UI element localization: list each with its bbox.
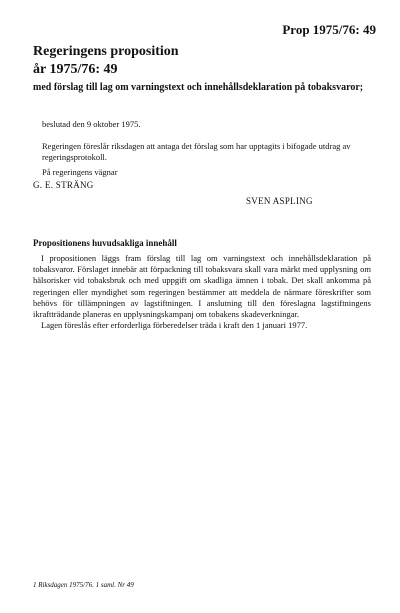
proposition-number: Prop 1975/76: 49 (282, 22, 376, 37)
proposal-text: Regeringen föreslår riksdagen att antaga det förslag som har upptagits i bifogade utdrag av regeringsprotokoll. (42, 141, 351, 162)
on-behalf-text: På regeringens vägnar (42, 167, 118, 177)
section-body (33, 253, 371, 331)
signatory-aspling: SVEN ASPLING (246, 196, 313, 206)
document-title: Regeringens proposition (33, 44, 179, 59)
body-paragraph-1: I propositionen läggs fram förslag till lag om varningstext och innehållsdeklaration på tobaksvaror. Förslaget innebär att förpackning till tobaksvara skall vara märkt med upplysning om hälsorisker vid tobaksbruk och med uppgift om skadliga ämnen i tobak. Det skall ankomma på regeringen eller myndighet som regeringen bestämmer att meddela de närmare föreskrifter som behövs för tillämpningen av lagstiftningen. I anslutning till den föreslagna lagstiftningens ikraftträdande planeras en upplysningskampanj om tobakens skadeverkningar. (33, 253, 371, 320)
signatory-strang: G. E. STRÄNG (33, 180, 94, 190)
body-paragraph-2: Lagen föreslås efter erforderliga förberedelser träda i kraft den 1 januari 1977. (41, 320, 308, 331)
document-year: år 1975/76: 49 (33, 62, 118, 77)
page-footer: 1 Riksdagen 1975/76. 1 saml. Nr 49 (33, 581, 134, 589)
document-subtitle: med förslag till lag om varningstext och innehållsdeklaration på tobaksvaror; (33, 82, 364, 93)
decision-date: beslutad den 9 oktober 1975. (42, 119, 141, 129)
section-heading: Propositionens huvudsakliga innehåll (33, 238, 177, 248)
